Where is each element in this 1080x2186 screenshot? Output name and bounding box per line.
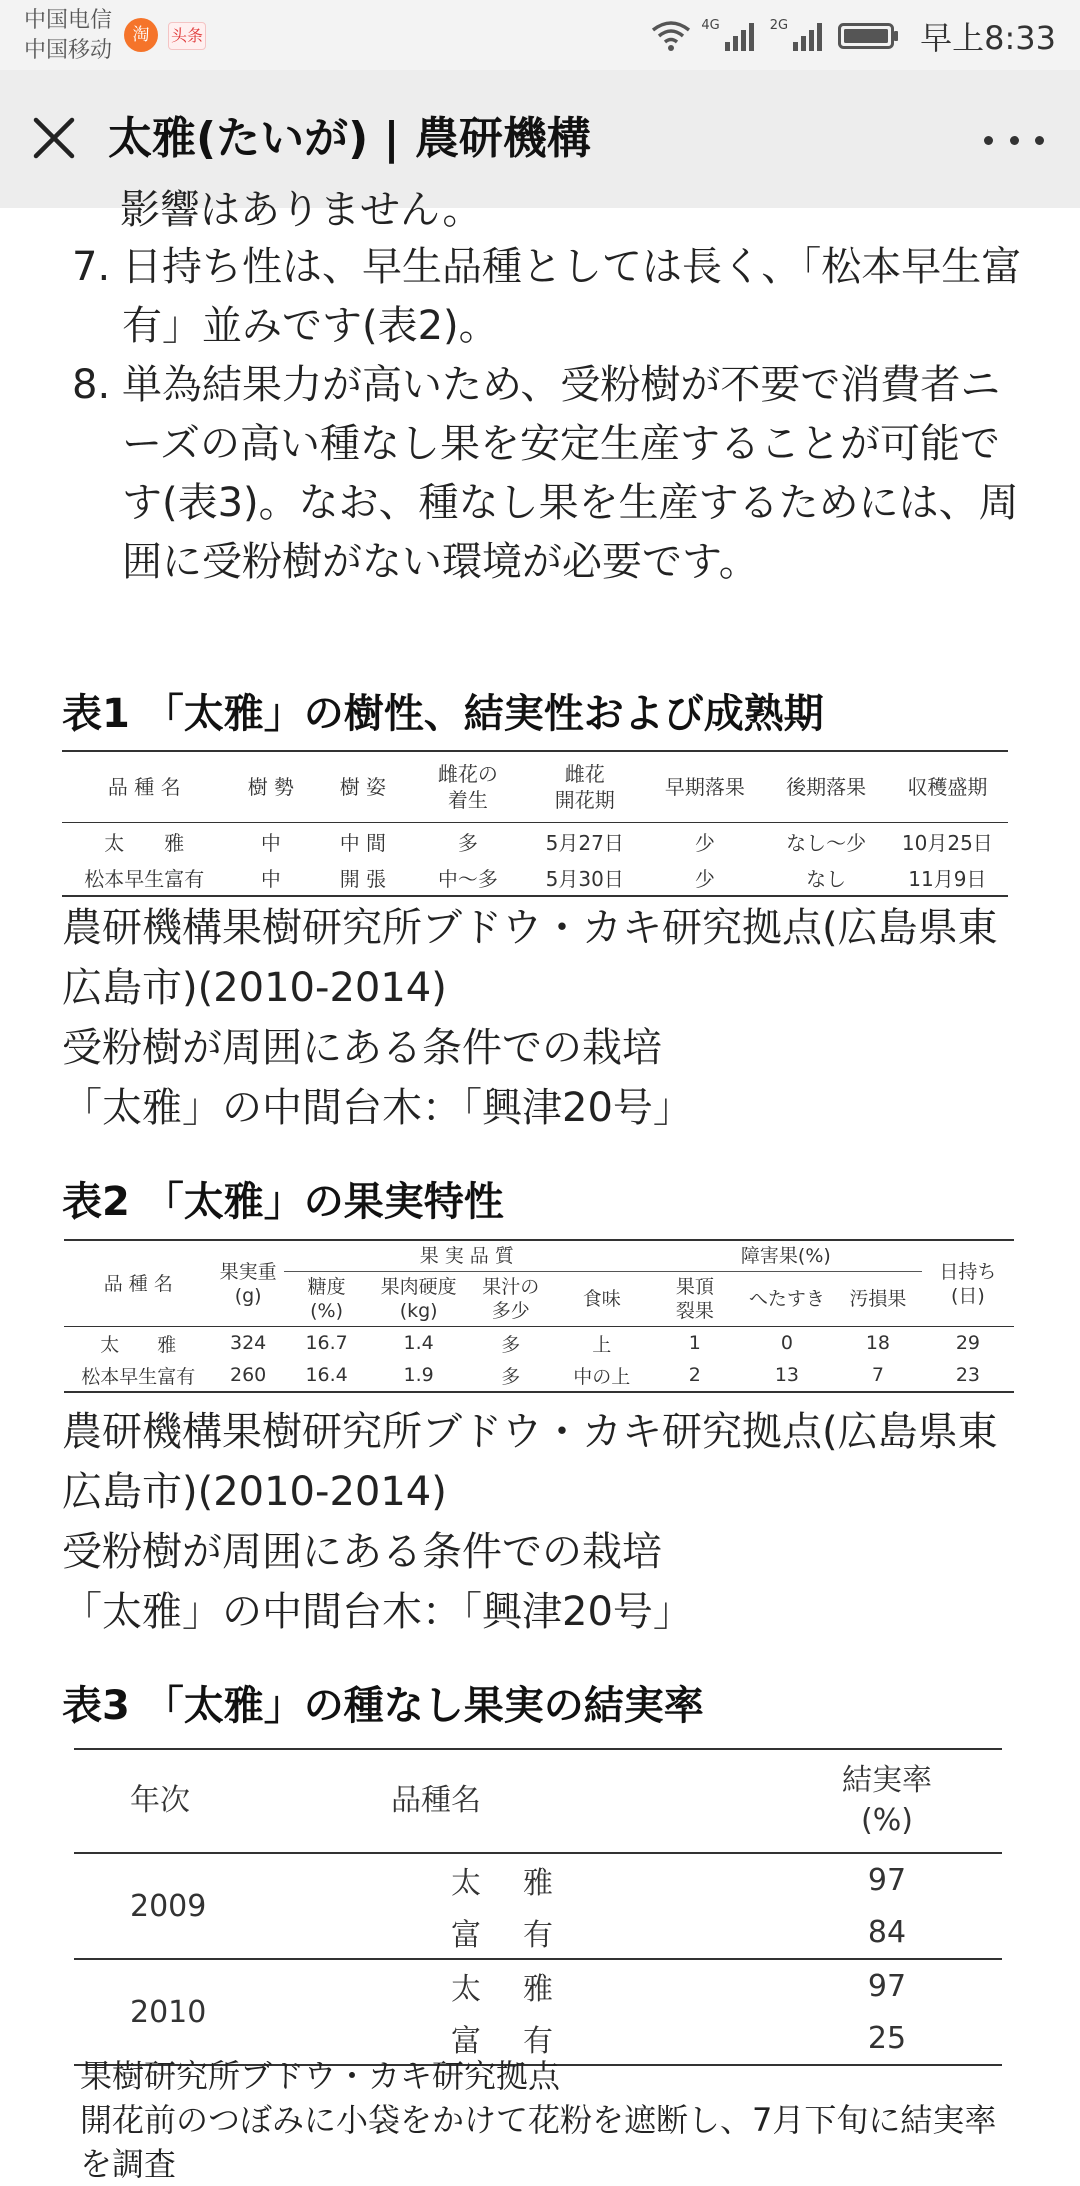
table-cell: 多 bbox=[501, 1333, 521, 1356]
column-header: 品 種 名 bbox=[64, 1240, 213, 1327]
table-cell: 324 bbox=[230, 1332, 267, 1354]
table-cell: なし～少 bbox=[786, 830, 867, 855]
table-cell: 松本早生富有 bbox=[64, 1359, 213, 1392]
article-content[interactable] bbox=[0, 187, 1080, 2183]
table-3-footnote bbox=[80, 2054, 1020, 2186]
table-cell: 多 bbox=[457, 830, 478, 855]
signal-icon-2 bbox=[792, 20, 828, 52]
taobao-notification-icon: 淘 bbox=[124, 18, 158, 52]
close-icon bbox=[22, 106, 86, 170]
clock: 早上8:33 bbox=[920, 19, 1056, 57]
table-row bbox=[74, 1853, 1002, 1906]
column-header: 樹 姿 bbox=[315, 751, 410, 823]
carrier-1: 中国电信 bbox=[24, 8, 113, 33]
table-cell: 松本早生富有 bbox=[62, 859, 227, 896]
column-header: 日持ち (日) bbox=[922, 1240, 1014, 1327]
column-header: 果肉硬度 (kg) bbox=[369, 1272, 467, 1327]
wifi-icon bbox=[651, 20, 691, 52]
table-cell: 1.9 bbox=[369, 1359, 467, 1392]
column-header: 果汁の 多少 bbox=[468, 1272, 554, 1327]
column-header: 果頂 裂果 bbox=[650, 1272, 740, 1327]
column-header: 果実重 (g) bbox=[213, 1240, 284, 1327]
table-cell: 5月30日 bbox=[525, 859, 644, 896]
column-header: 年次 bbox=[74, 1749, 391, 1853]
table-cell: 5月27日 bbox=[545, 830, 624, 855]
carrier-2: 中国移动 bbox=[24, 38, 113, 63]
column-header: 雌花の 着生 bbox=[411, 751, 526, 823]
feature-list bbox=[62, 238, 1022, 592]
table-cell: 太 雅 bbox=[451, 1972, 559, 2007]
battery-icon bbox=[838, 21, 900, 51]
table-cell: なし bbox=[765, 859, 886, 896]
table-cell: 97 bbox=[867, 1968, 907, 2004]
footnote-line: 果樹研究所ブドウ・カキ研究拠点 bbox=[80, 2057, 561, 2095]
table-cell: 富 有 bbox=[391, 2012, 772, 2065]
list-text: 単為結果力が高いため、受粉樹が不要で消費者ニーズの高い種なし果を安定生産することが可能です(表3)。なお、種なし果を生産するためには、周囲に受粉樹がない環境が必要です。 bbox=[122, 362, 1019, 585]
table-row bbox=[64, 1359, 1014, 1392]
table-cell: 太 雅 bbox=[104, 830, 185, 855]
table-cell: 16.4 bbox=[284, 1359, 370, 1392]
table-cell: 29 bbox=[955, 1332, 981, 1354]
column-header: 収穫盛期 bbox=[887, 751, 1008, 823]
table-cell: 13 bbox=[740, 1359, 834, 1392]
table-header-row bbox=[74, 1749, 1002, 1853]
table-cell: 97 bbox=[867, 1862, 907, 1898]
status-bar bbox=[0, 0, 1080, 70]
table-cell: 2010 bbox=[74, 1959, 391, 2065]
table-cell: 中～多 bbox=[411, 859, 526, 896]
signal-icon bbox=[724, 20, 760, 52]
truncated-text: 影響はありません。 bbox=[120, 187, 483, 233]
network-type-2: 2G bbox=[769, 18, 789, 33]
table-2-title: 表2 「太雅」の果実特性 bbox=[62, 1179, 504, 1225]
table-cell: 16.7 bbox=[305, 1332, 348, 1354]
table-cell: 11月9日 bbox=[887, 859, 1008, 896]
note-line: 「太雅」の中間台木：「興津20号」 bbox=[62, 1085, 693, 1131]
table-cell: 10月25日 bbox=[901, 830, 993, 855]
toutiao-notification-icon: 头条 bbox=[168, 22, 206, 50]
table-row bbox=[74, 1959, 1002, 2012]
note-line: 農研機構果樹研究所ブドウ・カキ研究拠点(広島県東広島市)(2010-2014) bbox=[62, 905, 998, 1011]
table-1-title: 表1 「太雅」の樹性、結実性および成熟期 bbox=[62, 691, 824, 737]
status-indicators bbox=[651, 14, 1056, 58]
list-item bbox=[62, 356, 1022, 592]
more-icon-dot bbox=[1010, 136, 1019, 145]
close-button[interactable] bbox=[22, 106, 86, 170]
column-header: 雌花 開花期 bbox=[525, 751, 644, 823]
table-cell: 多 bbox=[468, 1359, 554, 1392]
note-line: 農研機構果樹研究所ブドウ・カキ研究拠点(広島県東広島市)(2010-2014) bbox=[62, 1409, 998, 1515]
table-cell: 富 有 bbox=[391, 1906, 772, 1959]
list-text: 日持ち性は、早生品種としては長く、「松本早生富有」並みです(表2)。 bbox=[122, 244, 1022, 349]
column-header: へたすき bbox=[740, 1272, 834, 1327]
note-line: 受粉樹が周囲にある条件での栽培 bbox=[62, 1025, 662, 1071]
table-cell: 中 間 bbox=[339, 830, 387, 855]
table-cell: 23 bbox=[922, 1359, 1014, 1392]
table-3-title: 表3 「太雅」の種なし果実の結実率 bbox=[62, 1683, 704, 1729]
column-group-header: 果 実 品 質 bbox=[284, 1240, 650, 1272]
column-group-header: 障害果(%) bbox=[650, 1240, 922, 1272]
carrier-info bbox=[24, 6, 112, 66]
table-2 bbox=[64, 1239, 1014, 1393]
column-header: 食味 bbox=[554, 1272, 650, 1327]
note-line: 受粉樹が周囲にある条件での栽培 bbox=[62, 1529, 662, 1575]
table-row bbox=[62, 859, 1008, 896]
table-cell: 開 張 bbox=[315, 859, 410, 896]
more-icon bbox=[984, 136, 993, 145]
table-cell: 1.4 bbox=[403, 1332, 434, 1354]
table-row bbox=[62, 823, 1008, 860]
column-header: 早期落果 bbox=[644, 751, 765, 823]
network-type-1: 4G bbox=[701, 18, 720, 33]
table-3 bbox=[74, 1748, 1002, 2066]
list-number: 7. bbox=[72, 244, 111, 290]
table-row bbox=[64, 1327, 1014, 1360]
table-cell: 太 雅 bbox=[451, 1866, 559, 1901]
table-cell: 太 雅 bbox=[100, 1333, 177, 1356]
column-header: 樹 勢 bbox=[227, 751, 316, 823]
table-1-notes bbox=[62, 898, 1022, 1138]
table-cell: 中 bbox=[227, 859, 316, 896]
table-header-row bbox=[62, 751, 1008, 823]
table-cell: 2009 bbox=[74, 1853, 391, 1959]
table-cell: 18 bbox=[865, 1332, 891, 1354]
column-header: 汚損果 bbox=[834, 1272, 922, 1327]
list-number: 8. bbox=[72, 362, 111, 408]
table-cell: 25 bbox=[772, 2012, 1002, 2065]
table-1 bbox=[62, 750, 1008, 897]
table-cell: 0 bbox=[780, 1332, 793, 1354]
table-cell: 少 bbox=[644, 859, 765, 896]
table-cell: 上 bbox=[592, 1333, 612, 1356]
table-cell: 中の上 bbox=[554, 1359, 650, 1392]
column-header: 結実率 (%) bbox=[772, 1749, 1002, 1853]
table-cell: 84 bbox=[772, 1906, 1002, 1959]
footnote-line: 開花前のつぼみに小袋をかけて花粉を遮断し、7月下旬に結実率を調査 bbox=[80, 2101, 997, 2183]
note-line: 「太雅」の中間台木：「興津20号」 bbox=[62, 1589, 693, 1635]
column-header: 糖度 (%) bbox=[284, 1272, 370, 1327]
table-2-notes bbox=[62, 1402, 1022, 1642]
more-icon-dot bbox=[1035, 136, 1044, 145]
table-cell: 260 bbox=[213, 1359, 284, 1392]
page-title: 太雅(たいが) | 農研機構 bbox=[108, 113, 591, 164]
table-header-row bbox=[64, 1240, 1014, 1272]
table-cell: 7 bbox=[834, 1359, 922, 1392]
list-item bbox=[62, 238, 1022, 356]
table-cell: 少 bbox=[694, 830, 715, 855]
column-header: 後期落果 bbox=[765, 751, 886, 823]
table-cell: 2 bbox=[650, 1359, 740, 1392]
table-cell: 中 bbox=[260, 830, 281, 855]
table-cell: 1 bbox=[688, 1332, 701, 1354]
column-header: 品種名 bbox=[391, 1749, 772, 1853]
column-header: 品 種 名 bbox=[62, 751, 227, 823]
more-options-button[interactable] bbox=[984, 122, 1044, 158]
